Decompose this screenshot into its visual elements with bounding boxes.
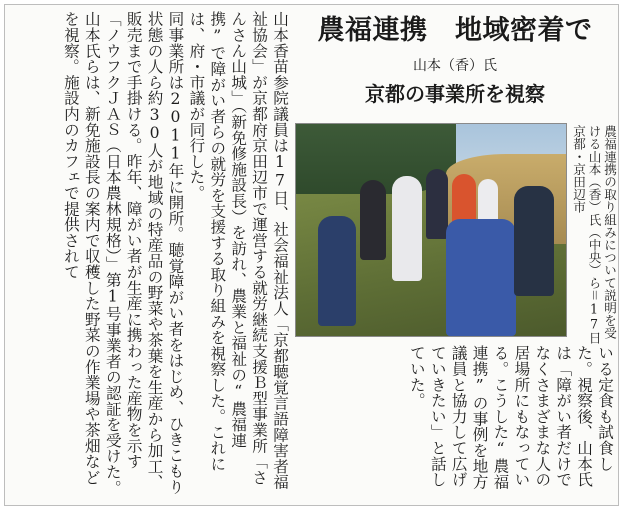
headline-block (305, 13, 605, 107)
photo-person (318, 216, 356, 326)
headline-sub: 京都の事業所を視察 (365, 82, 545, 106)
article-body-left (13, 11, 290, 497)
headline-person: 山本（香）氏 (413, 58, 497, 74)
photo-person (514, 186, 554, 296)
article-paragraph-3: 山本氏らは、新免施設長の案内で収穫した野菜の作業場や茶畑などを視察。施設内のカフェで提供されて (61, 11, 101, 485)
photo-person (426, 169, 448, 239)
photo-person (360, 180, 386, 260)
photo-caption: 農福連携の取り組みについて説明を受ける山本（香）氏（中央）ら＝17日 京都・京田辺市 (571, 125, 617, 344)
newspaper-clipping (4, 4, 619, 506)
headline-main: 農福連携 地域密着で (317, 15, 593, 46)
photo-person (446, 219, 516, 336)
article-paragraph-1: 山本香苗参院議員は17日、社会福祉法人「京都聴覚言語障害者福祉協会」が京都府京田辺市で運営する就労継続支援Ｂ型事業所「さんさん山城」（新免修施設長）を訪れ、農業と福祉の“農福連携”で障がい者らの就労を支援する取り組みを視察した。これには、府・市議が同行した。 (187, 11, 289, 490)
photo-person (392, 176, 422, 281)
article-body-right: いる定食も試食した。視察後、山本氏は「障がい者だけでなくさまざまな人の居場所にもなっている。こうした“農福連携”の事例を地方議員と協力して広げていきたい」と話していた。 (407, 345, 614, 490)
article-photo (295, 123, 567, 337)
article-paragraph-2: 同事業所は2011年に開所。聴覚障がい者をはじめ、ひきこもり状態の人ら約30人が地域の特産品の野菜や茶葉を生産から加工、販売まで手掛ける。昨年、障がい者が生産に携わった産物を示す「ノウフクＪＡＳ（日本農林規格）」第1号事業者の認証を受けた。 (103, 11, 185, 496)
